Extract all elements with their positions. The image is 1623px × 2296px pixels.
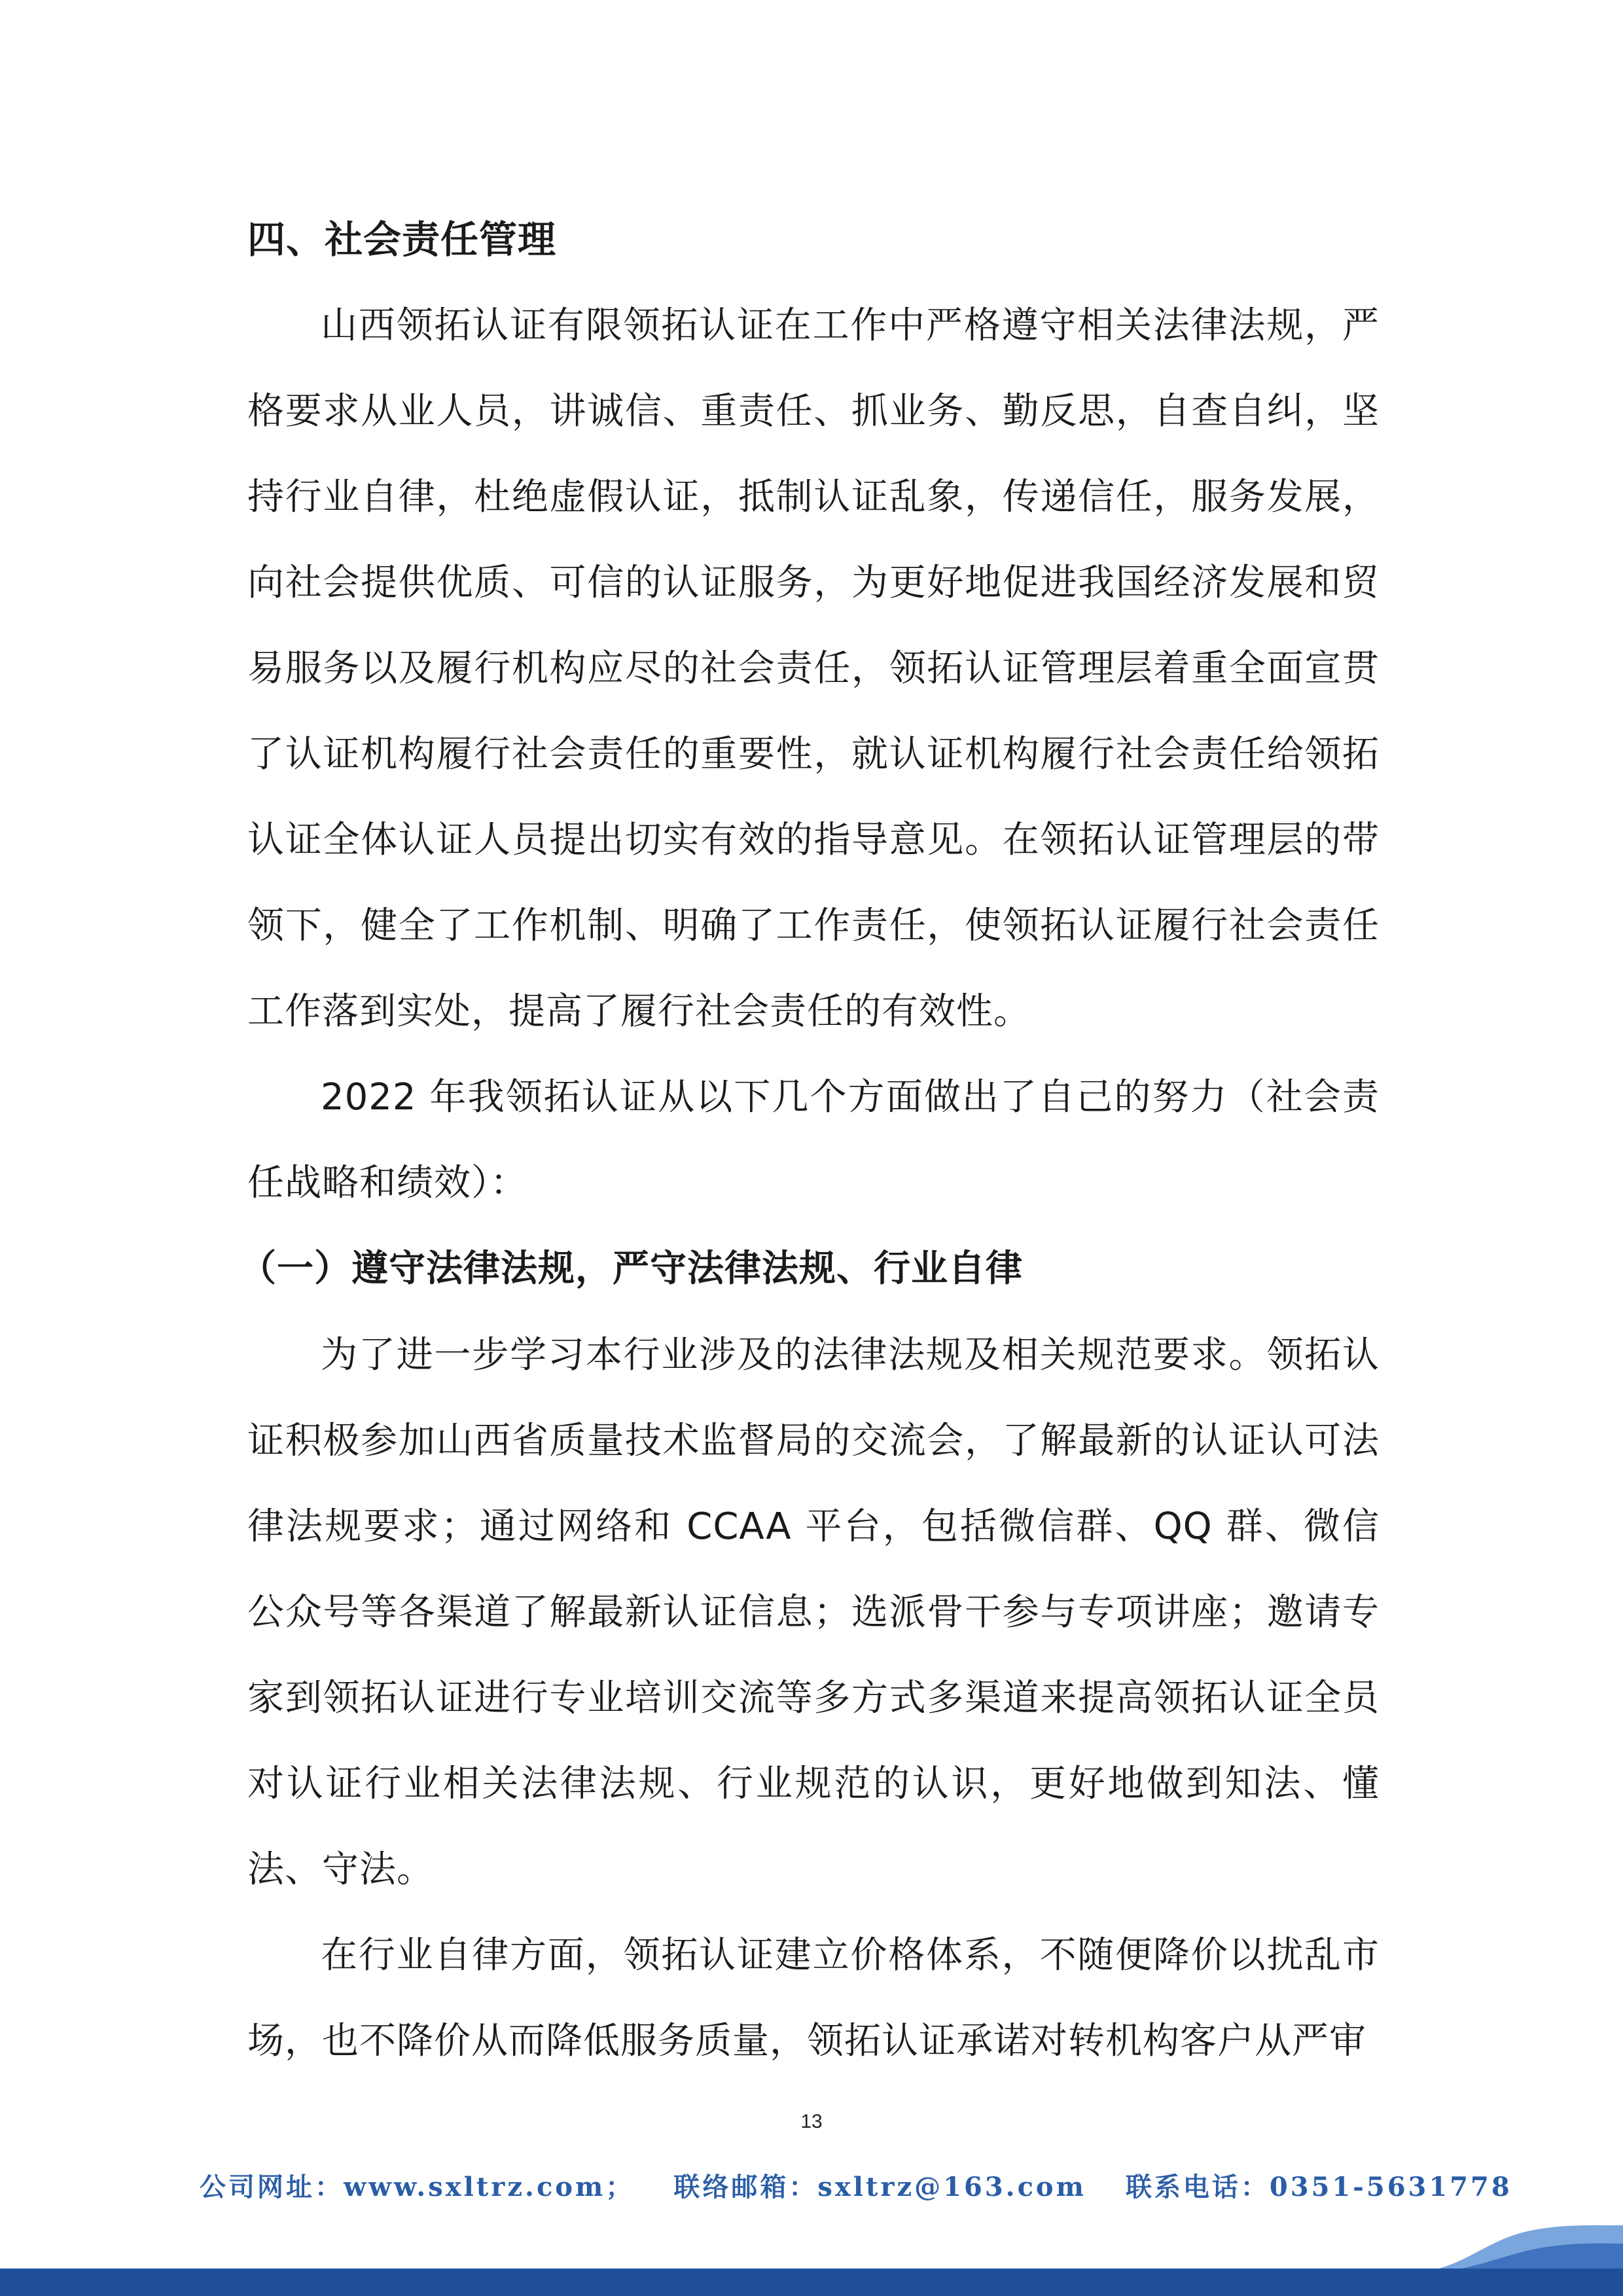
footer-bar (0, 2269, 1623, 2296)
footer-email: 联络邮箱：sxltrz@163.com (673, 2172, 1086, 2202)
paragraph: 山西领拓认证有限领拓认证在工作中严格遵守相关法律法规，严格要求从业人员，讲诚信、重责任、抓业务、勤反思，自查自纠，坚持行业自律，杜绝虚假认证，抵制认证乱象，传递信任，服务发展，向社会提供优质、可信的认证服务，为更好地促进我国经济发展和贸易服务以及履行机构应尽的社会责任，领拓认证管理层着重全面宣贯了认证机构履行社会责任的重要性，就认证机构履行社会责任给领拓认证全体认证人员提出切实有效的指导意见。在领拓认证管理层的带领下，健全了工作机制、明确了工作责任，使领拓认证履行社会责任工作落到实处，提高了履行社会责任的有效性。 (247, 304, 1380, 1033)
section-heading: 四、社会责任管理 (247, 217, 557, 262)
footer-contact (200, 2166, 1512, 2204)
paragraph: 为了进一步学习本行业涉及的法律法规及相关规范要求。领拓认证积极参加山西省质量技术监督局的交流会，了解最新的认证认可法律法规要求；通过网络和 CCAA 平台，包括微信群、QQ 群、微信公众号等各渠道了解最新认证信息；选派骨干参与专项讲座；邀请专家到领拓认证进行专业培训交流等多方式多渠道来提高领拓认证全员对认证行业相关法律法规、行业规范的认识，更好地做到知法、懂法、守法。 (247, 1334, 1380, 1891)
footer-website: 公司网址：www.sxltrz.com； (200, 2172, 635, 2202)
paragraph: 2022 年我领拓认证从以下几个方面做出了自己的努力（社会责任战略和绩效）： (247, 1076, 1380, 1204)
page-content (240, 196, 1380, 2084)
footer-phone: 联系电话：0351-5631778 (1125, 2172, 1512, 2202)
page-number: 13 (800, 2111, 823, 2132)
subsection-heading: （一）遵守法律法规，严守法律法规、行业自律 (240, 1247, 1023, 1290)
paragraph: 在行业自律方面，领拓认证建立价格体系，不随便降价以扰乱市场，也不降价从而降低服务质量，领拓认证承诺对转机构客户从严审 (247, 1934, 1380, 2062)
decorative-wave-icon (1427, 2206, 1623, 2271)
